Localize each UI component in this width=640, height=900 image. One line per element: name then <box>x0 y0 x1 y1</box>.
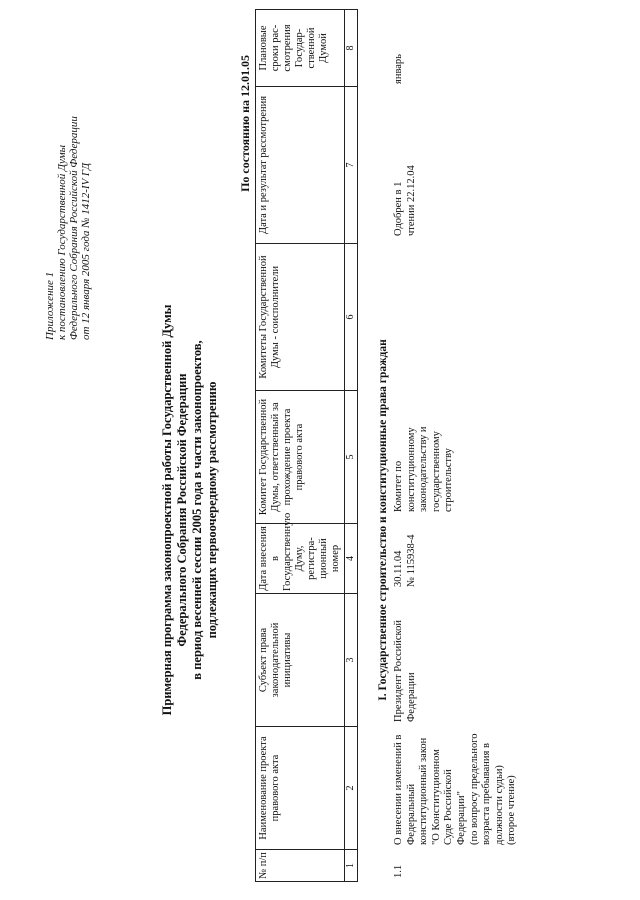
row-act-name-line: Федеральный <box>405 783 417 845</box>
row-result <box>393 91 418 236</box>
title-line: в период весенней сессии 2005 года в части законопроектов, <box>190 340 204 680</box>
row-result-line: чтении 22.12.04 <box>405 165 417 236</box>
title-line: подлежащих первоочередному рассмотрению <box>205 381 219 639</box>
appendix-line: к постановлению Государственной Думы <box>56 144 68 340</box>
row-plan <box>393 14 406 84</box>
header-result: Дата и результат рассмотрения <box>256 87 345 244</box>
row-act-name-line: Федерации" <box>455 791 467 845</box>
row-act-name <box>393 727 519 845</box>
column-number: 7 <box>345 87 358 244</box>
title-line: Федерального Собрания Российской Федерации <box>175 373 189 647</box>
column-number: 8 <box>345 10 358 87</box>
as-of-date: По состоянию на 12.01.05 <box>238 55 252 192</box>
row-committee-line: конституционному <box>405 427 417 512</box>
document-title <box>160 300 220 720</box>
header-date-registration: Дата внесения в Государственную Думу, регистра-ционный номер <box>256 524 345 594</box>
column-number: 2 <box>345 727 358 850</box>
row-act-name-line: (второе чтение) <box>506 775 518 845</box>
header-co-committees: Комитеты Государственной Думы - соисполнители <box>256 244 345 391</box>
row-number: 1.1 <box>393 864 404 878</box>
row-act-name-line: "О Конституционном <box>430 749 442 845</box>
header-number: № п/п <box>256 850 345 882</box>
row-committee-line: государственному <box>430 431 442 512</box>
row-committee-line: Комитет по <box>393 460 404 512</box>
column-number-row <box>345 10 358 882</box>
appendix-line: от 12 января 2005 года № 1412-IV ГД <box>80 162 92 340</box>
row-plan-line: январь <box>393 54 404 84</box>
program-table <box>255 9 358 882</box>
row-committee-line: законодательству и <box>418 426 430 512</box>
title-line: Примерная программа законопроектной работы Государственной Думы <box>160 304 174 716</box>
row-responsible-committee <box>393 382 456 512</box>
row-date-line: 30.11.04 <box>393 550 404 587</box>
header-responsible-committee: Комитет Государственной Думы, ответственный за прохождение проекта правового акта <box>256 391 345 524</box>
row-act-name-line: О внесении изменений в <box>393 734 404 845</box>
row-act-name-line: возраста пребывания в <box>481 743 493 845</box>
header-act-name: Наименование проекта правового акта <box>256 727 345 850</box>
row-initiator-line: Федерации <box>405 672 417 722</box>
row-act-name-line: должности судьи) <box>493 765 505 845</box>
column-number: 6 <box>345 244 358 391</box>
row-act-name-line: Суде Российской <box>443 769 455 845</box>
column-number: 4 <box>345 524 358 594</box>
section-heading: I. Государственное строительство и конституционные права граждан <box>377 339 389 701</box>
appendix-line: Федерального Собрания Российской Федерации <box>68 116 80 340</box>
row-initiator-line: Президент Российской <box>393 620 404 722</box>
row-registration-line: № 115938-4 <box>405 534 417 587</box>
row-result-line: Одобрен в 1 <box>393 181 404 236</box>
row-committee-line: строительству <box>443 448 455 512</box>
row-initiator <box>393 592 418 722</box>
header-plan: Плановые сроки рас-смотрения Государ-ственной Думой <box>256 10 345 87</box>
appendix-note <box>44 20 92 340</box>
table-header-row <box>256 10 345 882</box>
row-act-name-line: конституционный закон <box>418 737 430 845</box>
column-number: 3 <box>345 594 358 727</box>
column-number: 1 <box>345 850 358 882</box>
row-date-registration <box>393 517 418 587</box>
column-number: 5 <box>345 391 358 524</box>
appendix-line: Приложение 1 <box>44 271 56 340</box>
header-initiator: Субъект права законодательной инициативы <box>256 594 345 727</box>
row-act-name-line: (по вопросу предельного <box>468 733 480 845</box>
